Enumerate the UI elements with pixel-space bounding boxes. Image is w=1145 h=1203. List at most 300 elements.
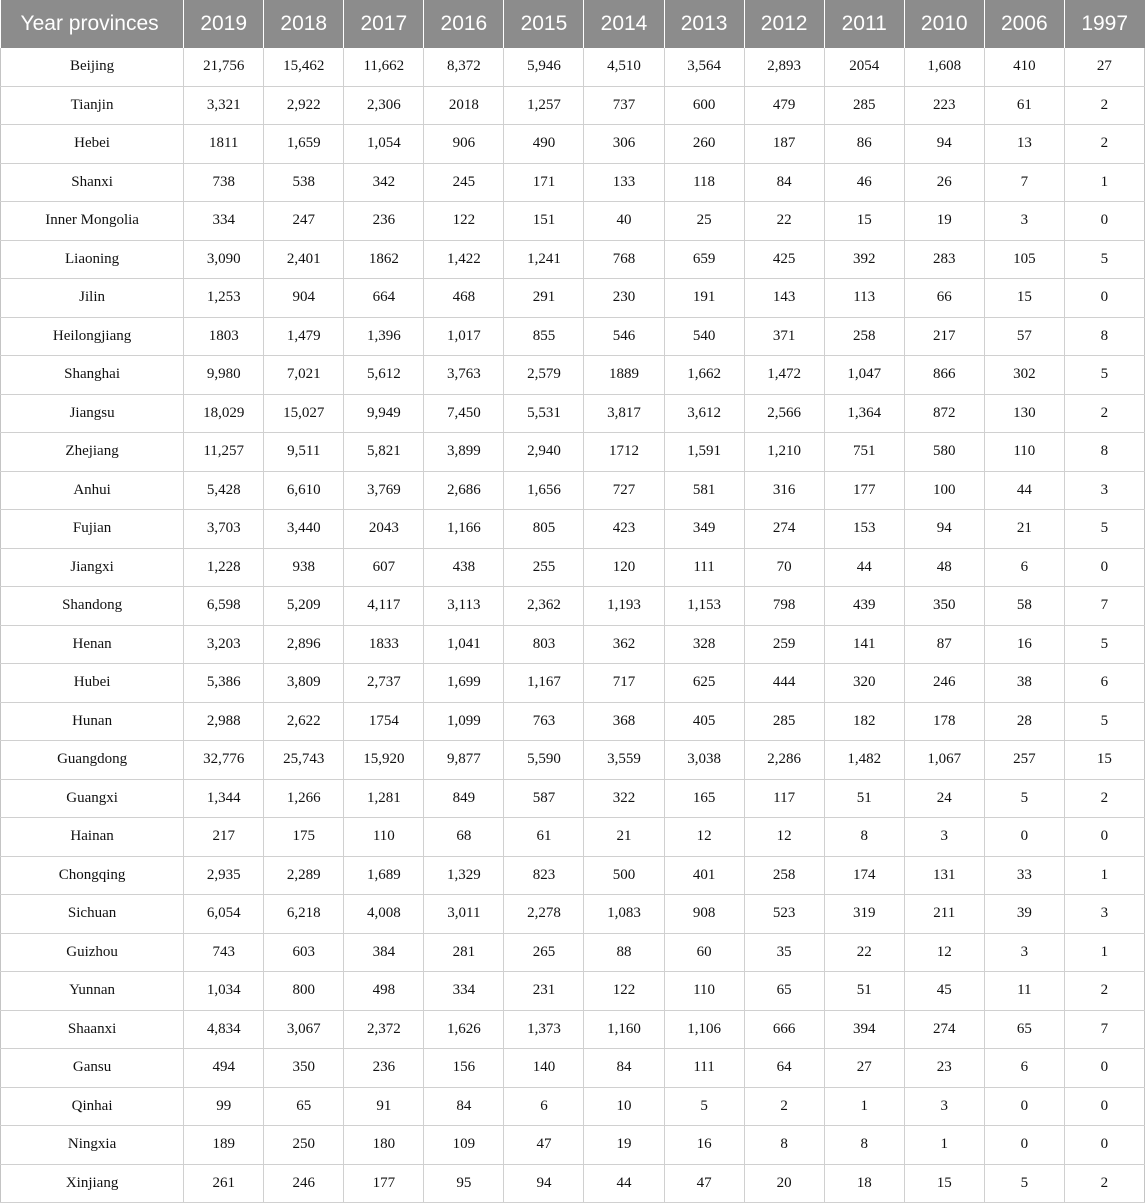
- value-cell: 1803: [184, 317, 264, 356]
- value-cell: 2054: [824, 48, 904, 86]
- value-cell: 392: [824, 240, 904, 279]
- year-column-header: 2006: [984, 0, 1064, 48]
- value-cell: 16: [984, 625, 1064, 664]
- value-cell: 285: [744, 702, 824, 741]
- value-cell: 2: [1064, 125, 1144, 164]
- value-cell: 4,117: [344, 587, 424, 626]
- year-column-header: 2017: [344, 0, 424, 48]
- value-cell: 260: [664, 125, 744, 164]
- value-cell: 113: [824, 279, 904, 318]
- value-cell: 1: [1064, 933, 1144, 972]
- value-cell: 122: [584, 972, 664, 1011]
- value-cell: 666: [744, 1010, 824, 1049]
- value-cell: 15,920: [344, 741, 424, 780]
- value-cell: 6,598: [184, 587, 264, 626]
- value-cell: 211: [904, 895, 984, 934]
- province-cell: Shanxi: [1, 163, 184, 202]
- table-row: [1, 625, 1145, 664]
- value-cell: 9,877: [424, 741, 504, 780]
- value-cell: 3,113: [424, 587, 504, 626]
- value-cell: 349: [664, 510, 744, 549]
- value-cell: 60: [664, 933, 744, 972]
- value-cell: 99: [184, 1087, 264, 1126]
- value-cell: 217: [184, 818, 264, 857]
- value-cell: 177: [344, 1164, 424, 1203]
- value-cell: 84: [424, 1087, 504, 1126]
- value-cell: 3,321: [184, 86, 264, 125]
- table-row: [1, 163, 1145, 202]
- value-cell: 538: [264, 163, 344, 202]
- value-cell: 1,329: [424, 856, 504, 895]
- value-cell: 61: [984, 86, 1064, 125]
- value-cell: 423: [584, 510, 664, 549]
- value-cell: 2: [1064, 86, 1144, 125]
- year-column-header: 2018: [264, 0, 344, 48]
- value-cell: 1,608: [904, 48, 984, 86]
- value-cell: 800: [264, 972, 344, 1011]
- table-row: [1, 471, 1145, 510]
- value-cell: 44: [584, 1164, 664, 1203]
- value-cell: 15: [984, 279, 1064, 318]
- value-cell: 319: [824, 895, 904, 934]
- value-cell: 68: [424, 818, 504, 857]
- value-cell: 1,017: [424, 317, 504, 356]
- province-cell: Qinhai: [1, 1087, 184, 1126]
- value-cell: 171: [504, 163, 584, 202]
- value-cell: 156: [424, 1049, 504, 1088]
- value-cell: 94: [504, 1164, 584, 1203]
- value-cell: 6,218: [264, 895, 344, 934]
- value-cell: 3,564: [664, 48, 744, 86]
- province-cell: Shandong: [1, 587, 184, 626]
- value-cell: 109: [424, 1126, 504, 1165]
- value-cell: 1,253: [184, 279, 264, 318]
- value-cell: 5: [984, 779, 1064, 818]
- value-cell: 66: [904, 279, 984, 318]
- province-cell: Gansu: [1, 1049, 184, 1088]
- value-cell: 2043: [344, 510, 424, 549]
- value-cell: 25: [664, 202, 744, 241]
- province-column-header: Year provinces: [1, 0, 184, 48]
- value-cell: 32,776: [184, 741, 264, 780]
- value-cell: 2,306: [344, 86, 424, 125]
- value-cell: 3,067: [264, 1010, 344, 1049]
- value-cell: 498: [344, 972, 424, 1011]
- value-cell: 1,266: [264, 779, 344, 818]
- value-cell: 1,041: [424, 625, 504, 664]
- value-cell: 5,590: [504, 741, 584, 780]
- value-cell: 2: [1064, 779, 1144, 818]
- value-cell: 21: [984, 510, 1064, 549]
- value-cell: 1,166: [424, 510, 504, 549]
- value-cell: 19: [584, 1126, 664, 1165]
- value-cell: 51: [824, 972, 904, 1011]
- value-cell: 110: [984, 433, 1064, 472]
- value-cell: 58: [984, 587, 1064, 626]
- table-row: [1, 317, 1145, 356]
- value-cell: 439: [824, 587, 904, 626]
- table-row: [1, 856, 1145, 895]
- value-cell: 2,737: [344, 664, 424, 703]
- value-cell: 1,699: [424, 664, 504, 703]
- value-cell: 938: [264, 548, 344, 587]
- value-cell: 1,659: [264, 125, 344, 164]
- value-cell: 849: [424, 779, 504, 818]
- value-cell: 258: [744, 856, 824, 895]
- value-cell: 1,083: [584, 895, 664, 934]
- value-cell: 0: [1064, 818, 1144, 857]
- value-cell: 603: [264, 933, 344, 972]
- value-cell: 10: [584, 1087, 664, 1126]
- value-cell: 468: [424, 279, 504, 318]
- value-cell: 306: [584, 125, 664, 164]
- value-cell: 21: [584, 818, 664, 857]
- year-column-header: 2019: [184, 0, 264, 48]
- value-cell: 0: [984, 1126, 1064, 1165]
- value-cell: 2: [1064, 1164, 1144, 1203]
- province-cell: Sichuan: [1, 895, 184, 934]
- value-cell: 16: [664, 1126, 744, 1165]
- value-cell: 8: [1064, 317, 1144, 356]
- province-cell: Yunnan: [1, 972, 184, 1011]
- value-cell: 0: [1064, 279, 1144, 318]
- value-cell: 580: [904, 433, 984, 472]
- value-cell: 1,167: [504, 664, 584, 703]
- value-cell: 384: [344, 933, 424, 972]
- table-header: [1, 0, 1145, 48]
- value-cell: 2018: [424, 86, 504, 125]
- value-cell: 2,286: [744, 741, 824, 780]
- value-cell: 3,817: [584, 394, 664, 433]
- value-cell: 5,821: [344, 433, 424, 472]
- table-row: [1, 664, 1145, 703]
- value-cell: 65: [744, 972, 824, 1011]
- value-cell: 3,809: [264, 664, 344, 703]
- value-cell: 1,241: [504, 240, 584, 279]
- value-cell: 46: [824, 163, 904, 202]
- value-cell: 2,896: [264, 625, 344, 664]
- value-cell: 1,054: [344, 125, 424, 164]
- value-cell: 6: [1064, 664, 1144, 703]
- table-row: [1, 394, 1145, 433]
- value-cell: 133: [584, 163, 664, 202]
- value-cell: 174: [824, 856, 904, 895]
- value-cell: 1,047: [824, 356, 904, 395]
- value-cell: 805: [504, 510, 584, 549]
- value-cell: 494: [184, 1049, 264, 1088]
- value-cell: 607: [344, 548, 424, 587]
- value-cell: 6: [504, 1087, 584, 1126]
- value-cell: 362: [584, 625, 664, 664]
- value-cell: 3: [904, 1087, 984, 1126]
- value-cell: 8: [744, 1126, 824, 1165]
- value-cell: 105: [984, 240, 1064, 279]
- province-cell: Guangdong: [1, 741, 184, 780]
- value-cell: 751: [824, 433, 904, 472]
- value-cell: 283: [904, 240, 984, 279]
- table-body: [1, 48, 1145, 1203]
- province-cell: Shaanxi: [1, 1010, 184, 1049]
- value-cell: 823: [504, 856, 584, 895]
- value-cell: 1,472: [744, 356, 824, 395]
- value-cell: 322: [584, 779, 664, 818]
- value-cell: 350: [264, 1049, 344, 1088]
- value-cell: 47: [504, 1126, 584, 1165]
- value-cell: 88: [584, 933, 664, 972]
- value-cell: 1,281: [344, 779, 424, 818]
- value-cell: 285: [824, 86, 904, 125]
- value-cell: 165: [664, 779, 744, 818]
- value-cell: 803: [504, 625, 584, 664]
- value-cell: 0: [1064, 1126, 1144, 1165]
- value-cell: 2: [744, 1087, 824, 1126]
- value-cell: 4,510: [584, 48, 664, 86]
- value-cell: 906: [424, 125, 504, 164]
- table-row: [1, 202, 1145, 241]
- value-cell: 40: [584, 202, 664, 241]
- province-cell: Guizhou: [1, 933, 184, 972]
- value-cell: 3,612: [664, 394, 744, 433]
- province-cell: Zhejiang: [1, 433, 184, 472]
- value-cell: 743: [184, 933, 264, 972]
- value-cell: 2,893: [744, 48, 824, 86]
- value-cell: 768: [584, 240, 664, 279]
- value-cell: 70: [744, 548, 824, 587]
- value-cell: 5: [1064, 702, 1144, 741]
- value-cell: 0: [984, 1087, 1064, 1126]
- value-cell: 131: [904, 856, 984, 895]
- value-cell: 231: [504, 972, 584, 1011]
- value-cell: 2,988: [184, 702, 264, 741]
- year-column-header: 2015: [504, 0, 584, 48]
- value-cell: 1: [1064, 163, 1144, 202]
- value-cell: 118: [664, 163, 744, 202]
- value-cell: 425: [744, 240, 824, 279]
- table-row: [1, 895, 1145, 934]
- value-cell: 26: [904, 163, 984, 202]
- value-cell: 659: [664, 240, 744, 279]
- value-cell: 908: [664, 895, 744, 934]
- province-cell: Xinjiang: [1, 1164, 184, 1203]
- value-cell: 5: [664, 1087, 744, 1126]
- value-cell: 4,834: [184, 1010, 264, 1049]
- value-cell: 153: [824, 510, 904, 549]
- value-cell: 1833: [344, 625, 424, 664]
- value-cell: 140: [504, 1049, 584, 1088]
- year-column-header: 2011: [824, 0, 904, 48]
- value-cell: 1889: [584, 356, 664, 395]
- value-cell: 6,054: [184, 895, 264, 934]
- value-cell: 28: [984, 702, 1064, 741]
- table-row: [1, 1126, 1145, 1165]
- value-cell: 11: [984, 972, 1064, 1011]
- value-cell: 405: [664, 702, 744, 741]
- value-cell: 5,386: [184, 664, 264, 703]
- value-cell: 94: [904, 510, 984, 549]
- value-cell: 5,531: [504, 394, 584, 433]
- table-row: [1, 587, 1145, 626]
- value-cell: 48: [904, 548, 984, 587]
- value-cell: 84: [584, 1049, 664, 1088]
- province-cell: Anhui: [1, 471, 184, 510]
- value-cell: 3: [904, 818, 984, 857]
- value-cell: 3: [984, 202, 1064, 241]
- value-cell: 2,686: [424, 471, 504, 510]
- value-cell: 866: [904, 356, 984, 395]
- value-cell: 7: [1064, 587, 1144, 626]
- value-cell: 5,946: [504, 48, 584, 86]
- value-cell: 191: [664, 279, 744, 318]
- year-column-header: 2013: [664, 0, 744, 48]
- value-cell: 5: [1064, 510, 1144, 549]
- table-row: [1, 86, 1145, 125]
- value-cell: 259: [744, 625, 824, 664]
- value-cell: 394: [824, 1010, 904, 1049]
- value-cell: 65: [264, 1087, 344, 1126]
- value-cell: 1,099: [424, 702, 504, 741]
- value-cell: 3: [1064, 471, 1144, 510]
- value-cell: 0: [1064, 1049, 1144, 1088]
- value-cell: 45: [904, 972, 984, 1011]
- value-cell: 0: [1064, 548, 1144, 587]
- value-cell: 236: [344, 1049, 424, 1088]
- value-cell: 1,210: [744, 433, 824, 472]
- value-cell: 3,763: [424, 356, 504, 395]
- value-cell: 479: [744, 86, 824, 125]
- value-cell: 94: [904, 125, 984, 164]
- table-row: [1, 1087, 1145, 1126]
- value-cell: 27: [824, 1049, 904, 1088]
- value-cell: 11,662: [344, 48, 424, 86]
- value-cell: 111: [664, 548, 744, 587]
- province-cell: Jiangsu: [1, 394, 184, 433]
- value-cell: 1,067: [904, 741, 984, 780]
- value-cell: 1,364: [824, 394, 904, 433]
- value-cell: 3,559: [584, 741, 664, 780]
- value-cell: 223: [904, 86, 984, 125]
- value-cell: 95: [424, 1164, 504, 1203]
- value-cell: 143: [744, 279, 824, 318]
- table-row: [1, 125, 1145, 164]
- value-cell: 316: [744, 471, 824, 510]
- value-cell: 84: [744, 163, 824, 202]
- value-cell: 9,949: [344, 394, 424, 433]
- value-cell: 247: [264, 202, 344, 241]
- value-cell: 625: [664, 664, 744, 703]
- year-column-header: 2010: [904, 0, 984, 48]
- value-cell: 18,029: [184, 394, 264, 433]
- value-cell: 738: [184, 163, 264, 202]
- value-cell: 3,203: [184, 625, 264, 664]
- value-cell: 2,622: [264, 702, 344, 741]
- table-row: [1, 356, 1145, 395]
- value-cell: 274: [904, 1010, 984, 1049]
- value-cell: 8: [1064, 433, 1144, 472]
- value-cell: 255: [504, 548, 584, 587]
- value-cell: 111: [664, 1049, 744, 1088]
- table-row: [1, 510, 1145, 549]
- value-cell: 1811: [184, 125, 264, 164]
- value-cell: 5,612: [344, 356, 424, 395]
- value-cell: 12: [664, 818, 744, 857]
- table-row: [1, 48, 1145, 86]
- value-cell: 1: [1064, 856, 1144, 895]
- value-cell: 371: [744, 317, 824, 356]
- value-cell: 6: [984, 1049, 1064, 1088]
- value-cell: 1,591: [664, 433, 744, 472]
- value-cell: 7,021: [264, 356, 344, 395]
- value-cell: 9,511: [264, 433, 344, 472]
- value-cell: 855: [504, 317, 584, 356]
- table-row: [1, 1049, 1145, 1088]
- value-cell: 350: [904, 587, 984, 626]
- value-cell: 57: [984, 317, 1064, 356]
- province-cell: Fujian: [1, 510, 184, 549]
- value-cell: 3,011: [424, 895, 504, 934]
- value-cell: 2,922: [264, 86, 344, 125]
- value-cell: 3: [984, 933, 1064, 972]
- value-cell: 15,462: [264, 48, 344, 86]
- value-cell: 2,935: [184, 856, 264, 895]
- province-cell: Hainan: [1, 818, 184, 857]
- value-cell: 15: [1064, 741, 1144, 780]
- table-row: [1, 818, 1145, 857]
- table-row: [1, 933, 1145, 972]
- value-cell: 61: [504, 818, 584, 857]
- value-cell: 368: [584, 702, 664, 741]
- value-cell: 2,401: [264, 240, 344, 279]
- value-cell: 86: [824, 125, 904, 164]
- value-cell: 12: [744, 818, 824, 857]
- value-cell: 38: [984, 664, 1064, 703]
- value-cell: 1,160: [584, 1010, 664, 1049]
- value-cell: 1: [824, 1087, 904, 1126]
- value-cell: 65: [984, 1010, 1064, 1049]
- year-column-header: 1997: [1064, 0, 1144, 48]
- value-cell: 664: [344, 279, 424, 318]
- value-cell: 1,482: [824, 741, 904, 780]
- value-cell: 64: [744, 1049, 824, 1088]
- value-cell: 2,940: [504, 433, 584, 472]
- value-cell: 18: [824, 1164, 904, 1203]
- province-cell: Jilin: [1, 279, 184, 318]
- province-cell: Shanghai: [1, 356, 184, 395]
- value-cell: 35: [744, 933, 824, 972]
- value-cell: 763: [504, 702, 584, 741]
- value-cell: 23: [904, 1049, 984, 1088]
- value-cell: 12: [904, 933, 984, 972]
- value-cell: 500: [584, 856, 664, 895]
- value-cell: 9,980: [184, 356, 264, 395]
- value-cell: 1,479: [264, 317, 344, 356]
- value-cell: 7: [984, 163, 1064, 202]
- value-cell: 1,396: [344, 317, 424, 356]
- province-cell: Ningxia: [1, 1126, 184, 1165]
- value-cell: 1,153: [664, 587, 744, 626]
- value-cell: 444: [744, 664, 824, 703]
- value-cell: 1,689: [344, 856, 424, 895]
- value-cell: 261: [184, 1164, 264, 1203]
- value-cell: 2,362: [504, 587, 584, 626]
- province-cell: Guangxi: [1, 779, 184, 818]
- value-cell: 189: [184, 1126, 264, 1165]
- value-cell: 0: [984, 818, 1064, 857]
- value-cell: 258: [824, 317, 904, 356]
- value-cell: 8: [824, 1126, 904, 1165]
- value-cell: 22: [744, 202, 824, 241]
- table-row: [1, 433, 1145, 472]
- value-cell: 22: [824, 933, 904, 972]
